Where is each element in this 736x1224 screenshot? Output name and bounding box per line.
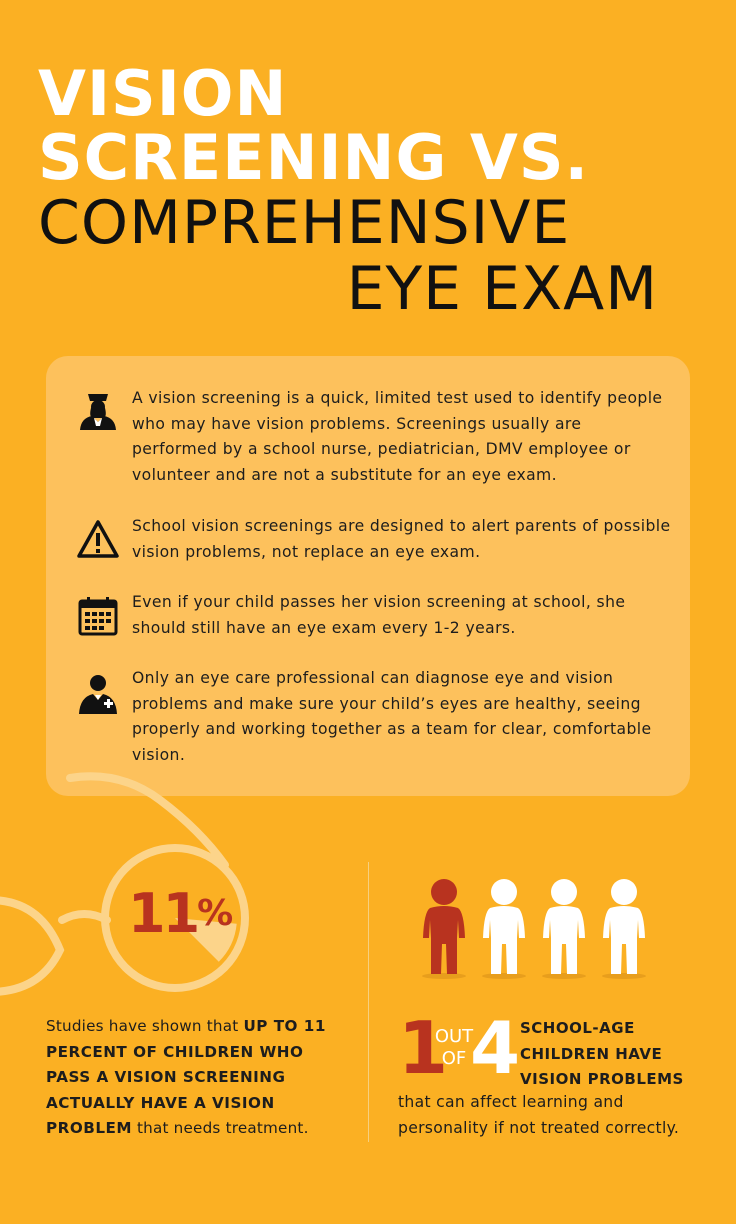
section-divider (368, 862, 369, 1142)
stat-left-description (46, 1014, 346, 1142)
warning-icon (76, 518, 120, 562)
children-figures (416, 876, 666, 982)
info-point-text: Even if your child passes her vision screening at school, she should still have an eye exam every 1-2 years. (132, 593, 626, 637)
stat-ratio-label: SCHOOL-AGE CHILDREN HAVE VISION PROBLEMS (520, 1019, 684, 1088)
nurse-icon (76, 388, 120, 432)
info-panel (46, 356, 690, 796)
stat-ratio-out: OUT (434, 1026, 474, 1047)
info-point-text: School vision screenings are designed to alert parents of possible vision problems, not replace an eye exam. (132, 517, 671, 561)
info-point-text: A vision screening is a quick, limited test used to identify people who may have vision problems. Screenings usually are performed by a school nurse, pediatrician, DMV employee or volunteer and are not a substitute for an eye exam. (132, 389, 663, 484)
title-line-1: VISION (38, 57, 288, 130)
stat-left-outro: that needs treatment. (131, 1119, 309, 1137)
stat-percent (128, 884, 233, 944)
stat-percent-value: 11 (128, 882, 198, 945)
doctor-icon (76, 672, 120, 716)
calendar-icon (76, 594, 120, 638)
stat-ratio-of: OF (441, 1048, 467, 1069)
child-figure (543, 879, 585, 974)
stat-left-highlight: UP TO 11 PERCENT OF CHILDREN WHO PASS A VISION SCREENING ACTUALLY HAVE A VISION PROBLEM (46, 1017, 326, 1137)
stat-ratio-numerator: 1 (398, 1006, 447, 1090)
stat-right-description: that can affect learning and personality if not treated correctly. (398, 1093, 680, 1137)
title-line-4: EYE EXAM (346, 254, 658, 324)
stat-ratio (398, 1006, 708, 1092)
stat-left-intro: Studies have shown that (46, 1017, 244, 1035)
title-line-2: SCREENING VS. (38, 121, 590, 194)
title-line-3: COMPREHENSIVE (38, 188, 571, 258)
info-point-text: Only an eye care professional can diagnose eye and vision problems and make sure your child’s eyes are healthy, seeing properly and working together as a team for clear, comfortable vision. (132, 669, 652, 764)
child-figure (603, 879, 645, 974)
page-title (38, 57, 658, 324)
stat-ratio-denominator: 4 (470, 1006, 519, 1090)
child-figure (483, 879, 525, 974)
stat-percent-unit: % (197, 893, 234, 934)
child-figure-affected (423, 879, 465, 974)
